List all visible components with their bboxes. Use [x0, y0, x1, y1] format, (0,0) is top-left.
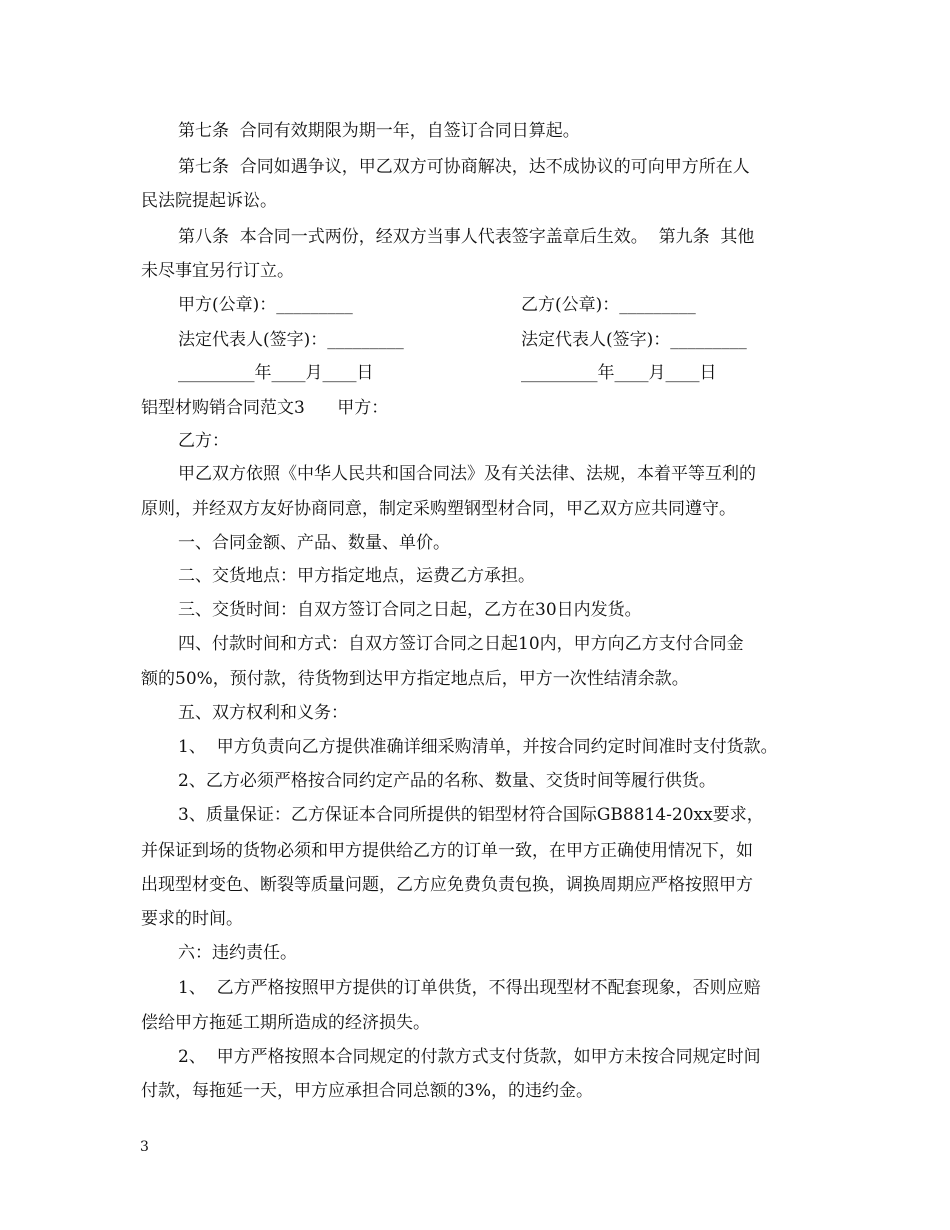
text-line: 原则，并经双方友好协商同意，制定采购塑钢型材合同，甲乙双方应共同遵守。 [141, 499, 736, 519]
text-line: 3、质量保证：乙方保证本合同所提供的铝型材符合国际GB8814-20xx要求， [178, 805, 764, 825]
text-line: 三、交货时间：自双方签订合同之日起，乙方在30日内发货。 [178, 600, 642, 620]
text-line: 额的50%，预付款，待货物到达甲方指定地点后，甲方一次性结清余款。 [141, 669, 689, 689]
text-line: 二、交货地点：甲方指定地点，运费乙方承担。 [178, 566, 535, 586]
text-line: 第七条 合同有效期限为期一年，自签订合同日算起。 [178, 121, 580, 141]
text-line: 乙方： [178, 431, 229, 451]
text-line: 偿给甲方拖延工期所造成的经济损失。 [141, 1013, 430, 1033]
text-line: 出现型材变色、断裂等质量问题，乙方应免费负责包换，调换周期应严格按照甲方 [141, 875, 753, 895]
text-line: 要求的时间。 [141, 909, 243, 929]
party-a-seal-line: 甲方(公章)：_________ [178, 295, 353, 315]
text-line: 第八条 本合同一式两份，经双方当事人代表签字盖章后生效。 第九条 其他 [178, 227, 755, 247]
text-line: 民法院提起诉讼。 [141, 191, 277, 211]
text-line: 一、合同金额、产品、数量、单价。 [178, 533, 450, 553]
text-line: 2、乙方必须严格按合同约定产品的名称、数量、交货时间等履行供货。 [178, 771, 716, 791]
text-line: 并保证到场的货物必须和甲方提供给乙方的订单一致，在甲方正确使用情况下，如 [141, 841, 753, 861]
text-line: 1、 甲方负责向乙方提供准确详细采购清单，并按合同约定时间准时支付货款。 [178, 737, 778, 757]
party-b-seal-line: 乙方(公章)：_________ [521, 295, 696, 315]
party-a-date-line: _________年____月____日 [178, 363, 374, 383]
party-b-date-line: _________年____月____日 [521, 363, 717, 383]
party-b-representative-line: 法定代表人(签字)：_________ [521, 330, 747, 350]
section-heading: 铝型材购销合同范文3 甲方： [141, 398, 389, 418]
text-line: 六：违约责任。 [178, 943, 297, 963]
text-line: 甲乙双方依照《中华人民共和国合同法》及有关法律、法规，本着平等互利的 [178, 464, 756, 484]
text-line: 未尽事宜另行订立。 [141, 261, 294, 281]
text-line: 1、 乙方严格按照甲方提供的订单供货，不得出现型材不配套现象，否则应赔 [178, 978, 761, 998]
text-line: 第七条 合同如遇争议，甲乙双方可协商解决，达不成协议的可向甲方所在人 [178, 157, 750, 177]
text-line: 五、双方权利和义务： [178, 703, 348, 723]
party-a-representative-line: 法定代表人(签字)：_________ [178, 330, 404, 350]
text-line: 付款，每拖延一天，甲方应承担合同总额的3%，的违约金。 [141, 1081, 593, 1101]
text-line: 2、 甲方严格按照本合同规定的付款方式支付货款，如甲方未按合同规定时间 [178, 1047, 761, 1067]
text-line: 四、付款时间和方式：自双方签订合同之日起10内，甲方向乙方支付合同金 [178, 634, 744, 654]
page-number: 3 [140, 1139, 149, 1155]
